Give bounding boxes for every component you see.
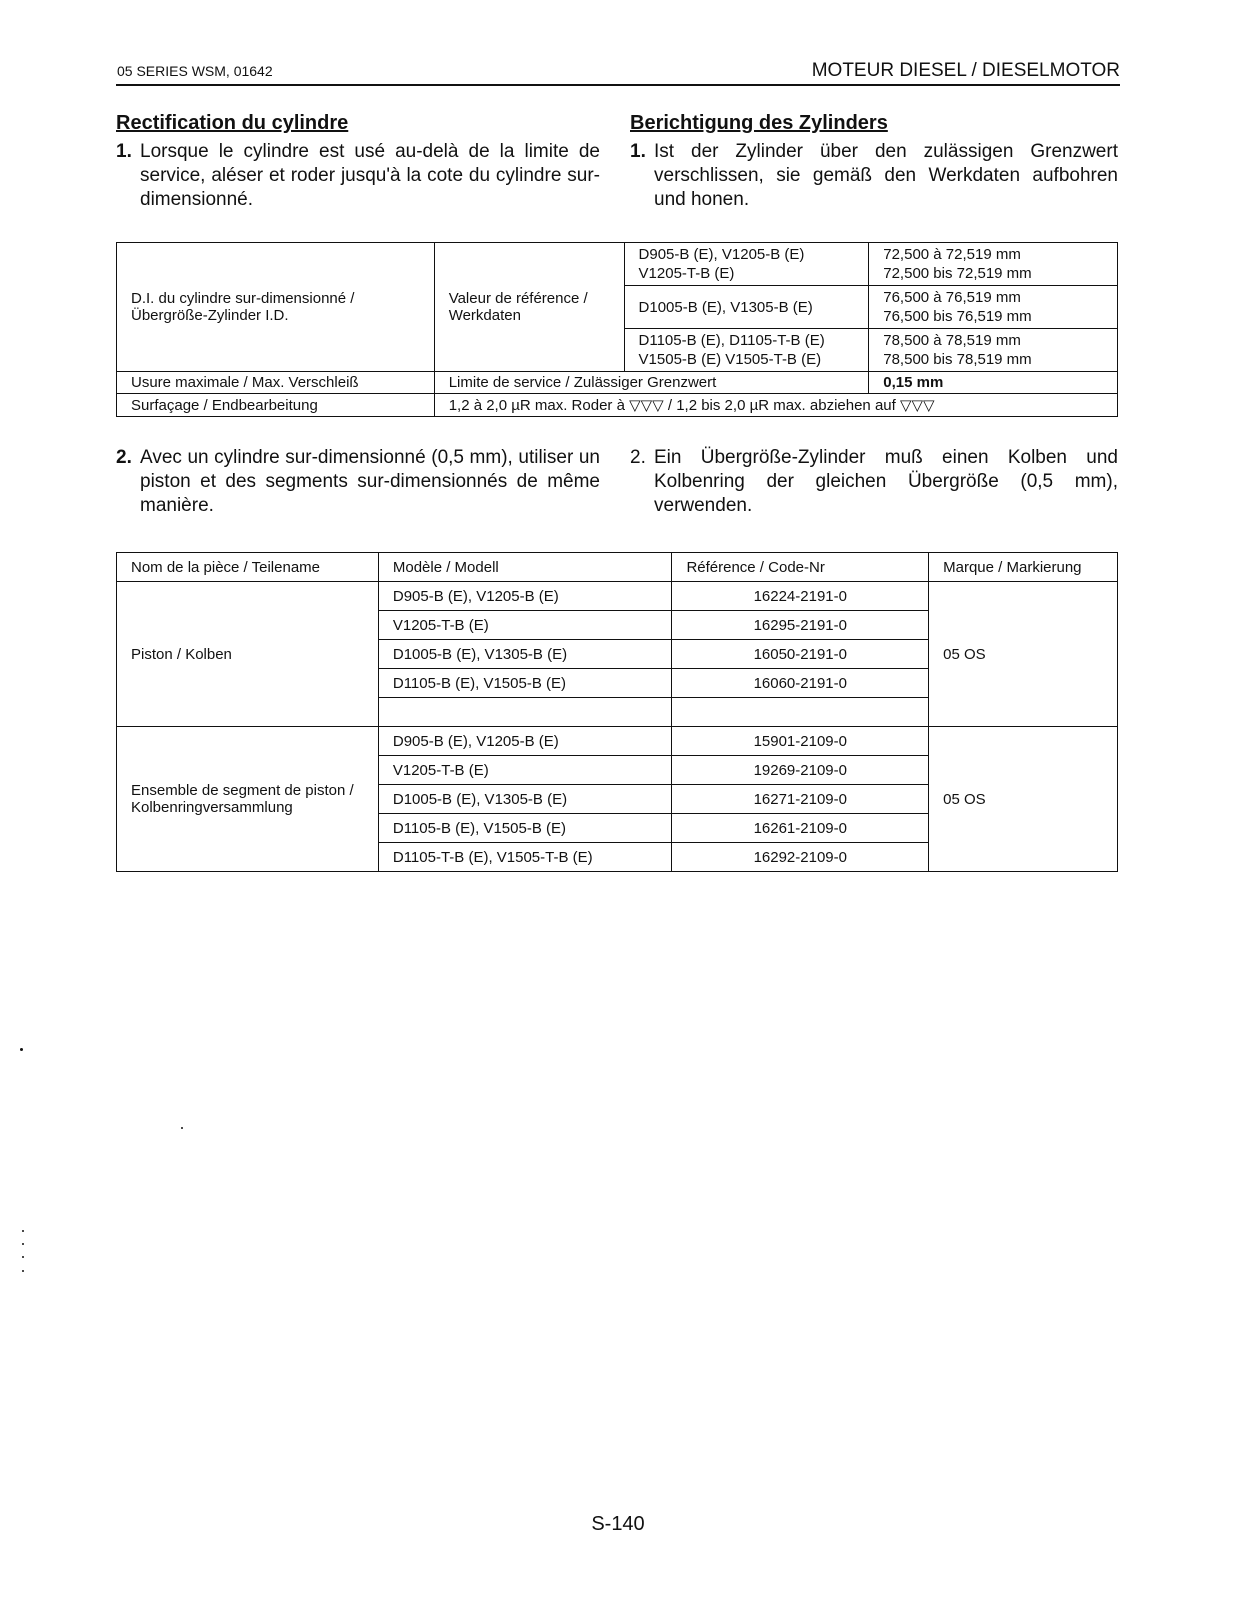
wear-limit-label: Limite de service / Zulässiger Grenzwert — [434, 372, 869, 394]
wear-row — [117, 372, 1118, 394]
model-cell: V1205-T-B (E) — [378, 756, 672, 785]
spec-row — [117, 243, 1118, 286]
step-number: 2. — [630, 447, 646, 468]
id-label-cell: D.I. du cylindre sur-dimensionné / Übergröße-Zylinder I.D. — [117, 243, 435, 372]
header-rule — [116, 84, 1120, 86]
fr-step-2 — [116, 446, 600, 518]
code-cell: 16060-2191-0 — [672, 669, 929, 698]
mark-ring-set: 05 OS — [929, 727, 1118, 872]
value-cell — [869, 286, 1118, 329]
code-cell: 16292-2109-0 — [672, 843, 929, 872]
header-part-name: Nom de la pièce / Teilename — [117, 553, 379, 582]
code-cell: 16295-2191-0 — [672, 611, 929, 640]
part-name-piston: Piston / Kolben — [117, 582, 379, 727]
model-cell: D1105-T-B (E), V1505-T-B (E) — [378, 843, 672, 872]
de-section-title: Berichtigung des Zylinders — [630, 112, 888, 134]
finish-row — [117, 394, 1118, 417]
step-text: Ein Übergröße-Zylinder muß einen Kolben und Kolbenring der gleichen Übergröße (0,5 mm), verwenden. — [654, 447, 1118, 516]
value-line: 78,500 bis 78,519 mm — [883, 351, 1032, 368]
model-line: V1505-B (E) V1505-T-B (E) — [638, 351, 822, 368]
scan-speck — [181, 1127, 183, 1129]
step-number: 1. — [630, 141, 646, 162]
fr-step-1 — [116, 140, 600, 212]
cylinder-spec-table — [116, 242, 1118, 417]
de-step-2 — [630, 446, 1118, 518]
header-left: 05 SERIES WSM, 01642 — [117, 63, 273, 79]
finish-value: 1,2 à 2,0 µR max. Roder à ▽▽▽ / 1,2 bis 2,0 µR max. abziehen auf ▽▽▽ — [434, 394, 1117, 417]
model-cell: D1105-B (E), V1505-B (E) — [378, 669, 672, 698]
code-cell: 16050-2191-0 — [672, 640, 929, 669]
model-cell: D905-B (E), V1205-B (E) — [378, 582, 672, 611]
header-right: MOTEUR DIESEL / DIESELMOTOR — [811, 60, 1120, 81]
model-cell: D1005-B (E), V1305-B (E) — [378, 640, 672, 669]
value-cell — [869, 243, 1118, 286]
de-step-1 — [630, 140, 1118, 212]
code-cell: 19269-2109-0 — [672, 756, 929, 785]
ref-label-cell: Valeur de référence / Werkdaten — [434, 243, 624, 372]
header-model: Modèle / Modell — [378, 553, 672, 582]
code-cell: 16271-2109-0 — [672, 785, 929, 814]
value-line: 76,500 à 76,519 mm — [883, 289, 1021, 306]
model-cell: D1105-B (E), V1505-B (E) — [378, 814, 672, 843]
mark-piston: 05 OS — [929, 582, 1118, 727]
code-cell: 16261-2109-0 — [672, 814, 929, 843]
code-cell: 15901-2109-0 — [672, 727, 929, 756]
page-number: S-140 — [591, 1513, 645, 1535]
model-line: D1105-B (E), D1105-T-B (E) — [638, 332, 825, 349]
value-line: 72,500 bis 72,519 mm — [883, 265, 1032, 282]
model-cell — [624, 329, 869, 372]
model-cell: V1205-T-B (E) — [378, 611, 672, 640]
finish-label: Surfaçage / Endbearbeitung — [117, 394, 435, 417]
empty-cell — [378, 698, 672, 727]
code-cell: 16224-2191-0 — [672, 582, 929, 611]
step-text: Lorsque le cylindre est usé au-delà de la limite de service, aléser et roder jusqu'à la cote du cylindre sur-dimensionné. — [140, 141, 600, 210]
step-text: Avec un cylindre sur-dimensionné (0,5 mm), utiliser un piston et des segments sur-dimensionnés de même manière. — [140, 447, 600, 516]
fr-section-title: Rectification du cylindre — [116, 112, 349, 134]
step-text: Ist der Zylinder über den zulässigen Grenzwert verschlissen, sie gemäß den Werkdaten aufbohren und honen. — [654, 141, 1118, 210]
part-name-ring-set: Ensemble de segment de piston / Kolbenringversammlung — [117, 727, 379, 872]
model-line: D905-B (E), V1205-B (E) — [638, 246, 805, 263]
empty-cell — [672, 698, 929, 727]
value-line: 76,500 bis 76,519 mm — [883, 308, 1032, 325]
model-cell — [624, 286, 869, 329]
oversize-parts-table — [116, 552, 1118, 872]
wear-value: 0,15 mm — [869, 372, 1118, 394]
scan-speck — [20, 1048, 23, 1051]
scan-speck — [22, 1270, 24, 1272]
table-row — [117, 727, 1118, 756]
model-line: D1005-B (E), V1305-B (E) — [638, 298, 813, 316]
scan-speck — [22, 1256, 24, 1258]
model-cell — [624, 243, 869, 286]
scan-speck — [22, 1243, 24, 1245]
step-number: 1. — [116, 141, 132, 162]
header-code: Référence / Code-Nr — [672, 553, 929, 582]
model-cell: D1005-B (E), V1305-B (E) — [378, 785, 672, 814]
model-cell: D905-B (E), V1205-B (E) — [378, 727, 672, 756]
value-line: 78,500 à 78,519 mm — [883, 332, 1021, 349]
wear-label: Usure maximale / Max. Verschleiß — [117, 372, 435, 394]
table-row — [117, 582, 1118, 611]
model-line: V1205-T-B (E) — [638, 265, 735, 282]
value-line: 72,500 à 72,519 mm — [883, 246, 1021, 263]
parts-header-row — [117, 553, 1118, 582]
value-cell — [869, 329, 1118, 372]
header-mark: Marque / Markierung — [929, 553, 1118, 582]
step-number: 2. — [116, 447, 132, 468]
scan-speck — [22, 1230, 24, 1232]
